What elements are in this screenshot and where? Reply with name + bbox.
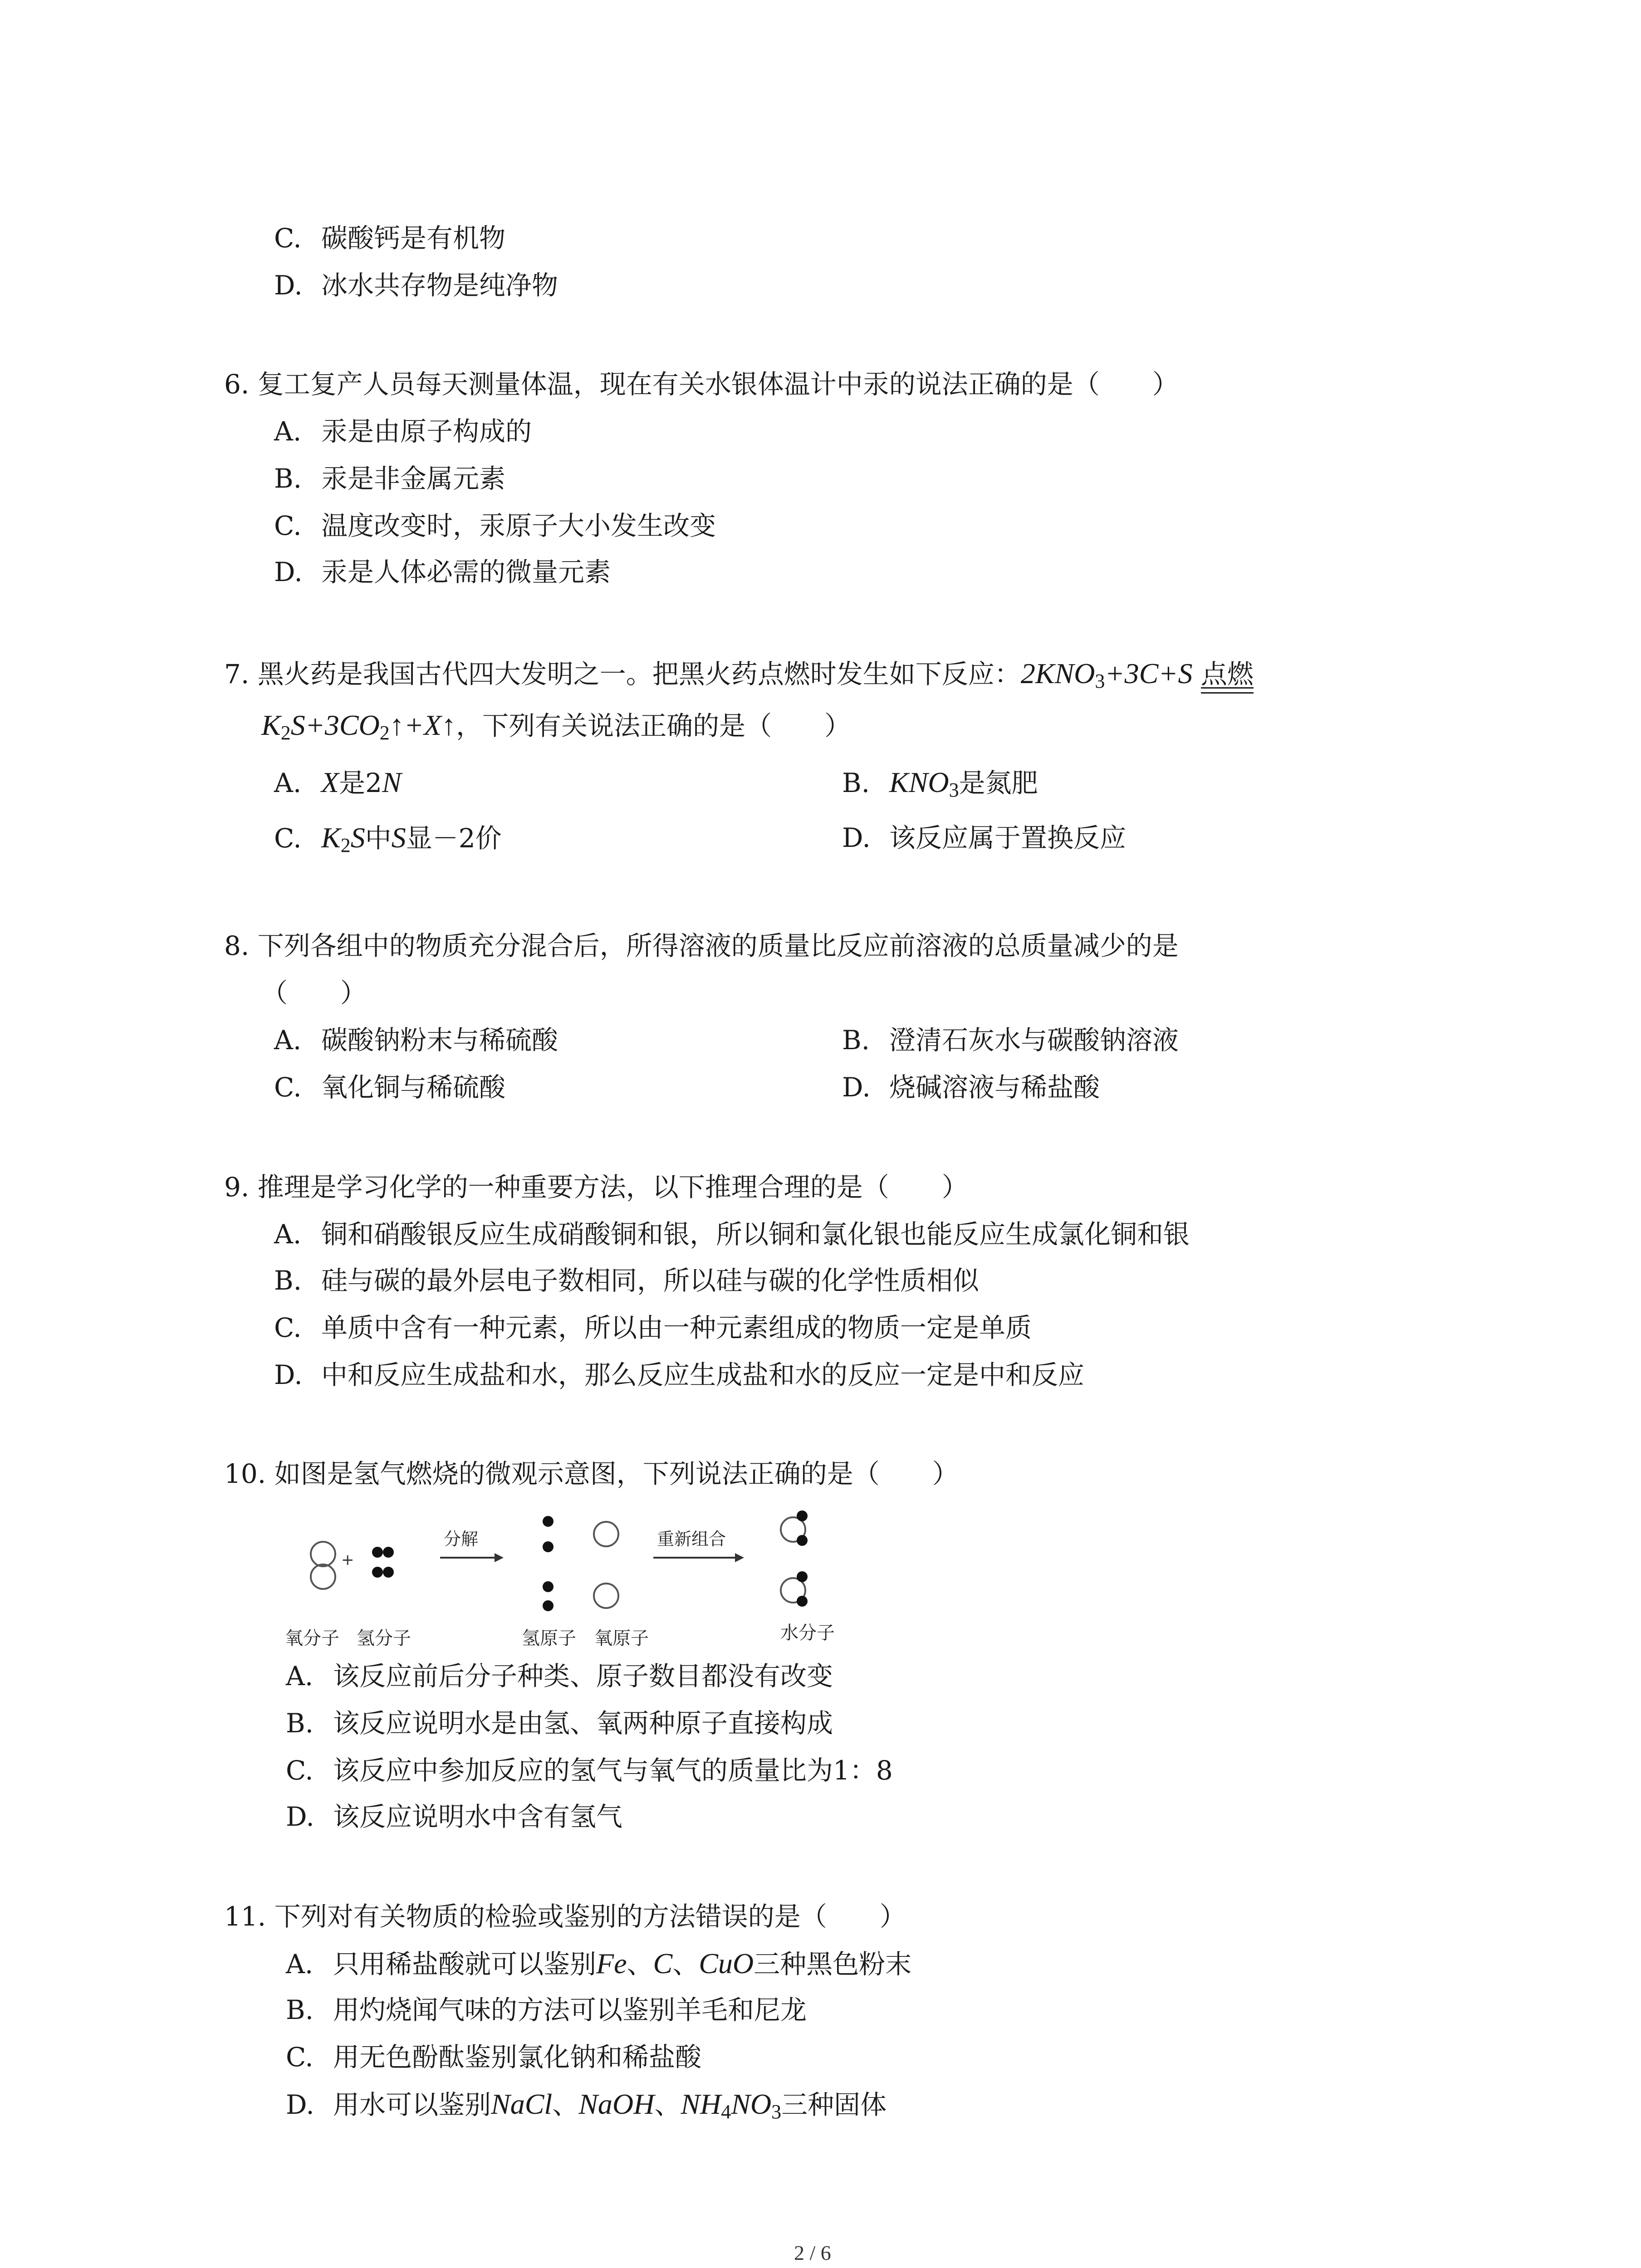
label-hydrogen-atom: 氢原子 [522,1628,576,1649]
q10-option-b: B. 该反应说明水是由氢、氧两种原子直接构成 [286,1708,833,1739]
oxygen-atom [311,1542,335,1566]
q8-stem-cont: （ ） [261,978,367,1008]
q6-option-c: C. 温度改变时，汞原子大小发生改变 [274,510,716,541]
hydrogen-atom [543,1600,554,1611]
hydrogen-atom [543,1516,554,1527]
q11-stem: 11. 下列对有关物质的检验或鉴别的方法错误的是（ ） [224,1901,906,1932]
q7-option-d: D. 该反应属于置换反应 [842,822,1127,853]
q10-option-c: C. 该反应中参加反应的氢气与氧气的质量比为1：8 [286,1755,893,1786]
oxygen-atom [594,1522,618,1546]
label-water-molecule: 水分子 [780,1623,835,1643]
hydrogen-atom [543,1541,554,1552]
arrow-head [735,1553,744,1562]
plus-sign: + [341,1551,354,1569]
hydrogen-atom [543,1581,554,1592]
q8-stem: 8. 下列各组中的物质充分混合后，所得溶液的质量比反应前溶液的总质量减少的是 [224,930,1179,961]
double-line-arrow [1201,687,1254,694]
q10-stem: 10. 如图是氢气燃烧的微观示意图，下列说法正确的是（ ） [224,1458,959,1489]
page-number: 2 / 6 [794,2241,831,2264]
q6-option-d: D. 汞是人体必需的微量元素 [274,557,611,587]
hydrogen-atom [797,1596,808,1607]
q9-option-c: C. 单质中含有一种元素，所以由一种元素组成的物质一定是单质 [274,1312,1032,1343]
label-oxygen-atom: 氧原子 [594,1628,649,1649]
q10-option-d: D. 该反应说明水中含有氢气 [286,1801,623,1832]
q10-option-a: A. 该反应前后分子种类、原子数目都没有改变 [286,1661,833,1691]
hydrogen-atom [797,1535,808,1546]
q6-option-b: B. 汞是非金属元素 [274,463,506,494]
label-hydrogen-molecule: 氢分子 [357,1628,411,1649]
q5-option-d: D. 冰水共存物是纯净物 [274,270,558,301]
hydrogen-atom [383,1567,394,1578]
q8-option-d: D. 烧碱溶液与稀盐酸 [842,1072,1100,1103]
q11-option-c: C. 用无色酚酞鉴别氯化钠和稀盐酸 [286,2042,702,2072]
step-decompose-label: 分解 [444,1529,479,1549]
q6-stem: 6. 复工复产人员每天测量体温，现在有关水银体温计中汞的说法正确的是（ ） [224,369,1179,400]
q7-stem: 7. 黑火药是我国古代四大发明之一。把黑火药点燃时发生如下反应：$2KNO_3+3C+S$ 点燃 [224,658,1254,697]
q9-option-a: A. 铜和硝酸银反应生成硝酸铜和银，所以铜和氯化银也能反应生成氯化铜和银 [274,1219,1190,1250]
hydrogen-atom [383,1547,394,1558]
q9-option-d: D. 中和反应生成盐和水，那么反应生成盐和水的反应一定是中和反应 [274,1359,1085,1390]
q7-option-a: A. X是2N [274,766,402,798]
hydrogen-atom [372,1567,383,1578]
q11-option-b: B. 用灼烧闻气味的方法可以鉴别羊毛和尼龙 [286,1994,807,2025]
q7-option-b: B. $KNO_3$是氮肥 [842,766,1038,801]
q11-option-d: D. 用水可以鉴别NaCl、NaOH、$NH_4NO_3$三种固体 [286,2088,887,2123]
q8-option-c: C. 氧化铜与稀硫酸 [274,1072,506,1103]
q9-option-b: B. 硅与碳的最外层电子数相同，所以硅与碳的化学性质相似 [274,1265,980,1296]
q7-option-c: C. $K_2S$中S显－2价 [274,821,502,856]
hydrogen-atom [797,1571,808,1582]
q9-stem: 9. 推理是学习化学的一种重要方法，以下推理合理的是（ ） [224,1172,968,1202]
q7-stem-cont: $K_2S+3CO_2↑+X↑$，下列有关说法正确的是（ ） [261,709,851,744]
arrow-head [495,1553,504,1562]
reaction-condition: 点燃 [1201,658,1254,690]
q5-option-c: C. 碳酸钙是有机物 [274,223,506,254]
q8-option-b: B. 澄清石灰水与碳酸钠溶液 [842,1025,1179,1056]
q8-option-a: A. 碳酸钠粉末与稀硫酸 [274,1025,558,1056]
q11-option-a: A. 只用稀盐酸就可以鉴别Fe、C、CuO三种黑色粉末 [286,1947,912,1980]
oxygen-atom [311,1564,335,1589]
hydrogen-atom [372,1547,383,1558]
q6-option-a: A. 汞是由原子构成的 [274,416,532,447]
step-recombine-label: 重新组合 [657,1529,726,1549]
oxygen-atom [594,1584,618,1608]
label-oxygen-molecule: 氧分子 [285,1628,339,1649]
hydrogen-atom [797,1510,808,1521]
